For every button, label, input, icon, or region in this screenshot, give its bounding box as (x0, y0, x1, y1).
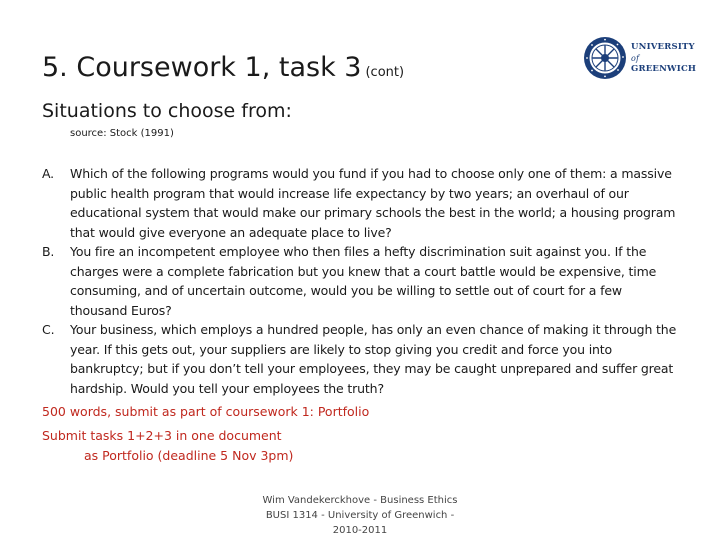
submit-note: Submit tasks 1+2+3 in one document (42, 428, 282, 443)
footer-author: Wim Vandekerckhove - Business Ethics (262, 495, 458, 506)
logo-wordmark (631, 42, 703, 75)
slide-title-suffix: (cont) (365, 65, 405, 80)
deadline-note: as Portfolio (deadline 5 Nov 3pm) (84, 448, 294, 463)
situation-marker: C. (42, 322, 55, 337)
university-logo (582, 35, 702, 87)
source-citation: source: Stock (1991) (70, 128, 174, 139)
situation-item (42, 242, 682, 320)
situation-text: You fire an incompetent employee who then files a hefty discrimination suit against you. If the charges were a complete fabrication but you knew that a court battle would be expensive, time consuming, and of uncertain outcome, would you be willing to settle out of court for a few thousand Euros? (70, 244, 657, 318)
slide-title (42, 52, 404, 83)
situation-text: Your business, which employs a hundred people, has only an even chance of making it through the year. If this gets out, your suppliers are likely to stop giving you credit and force you into bankruptcy; but if you don’t tell your employees, they may be caught unprepared and suffer great hardship. Would you tell your employees the truth? (70, 322, 677, 396)
slide-title-text: 5. Coursework 1, task 3 (42, 52, 362, 83)
situation-list (42, 164, 682, 398)
logo-line-greenwich: GREENWICH (631, 64, 697, 74)
footer-course: BUSI 1314 - University of Greenwich - (265, 510, 455, 521)
situation-item (42, 164, 682, 242)
footer-year: 2010-2011 (332, 525, 388, 536)
word-count-note: 500 words, submit as part of coursework 1: Portfolio (42, 404, 370, 419)
situation-marker: B. (42, 244, 55, 259)
situation-marker: A. (42, 166, 55, 181)
logo-line-university: UNIVERSITY (631, 42, 695, 52)
situation-text: Which of the following programs would you fund if you had to choose only one of them: a massive public health program that would increase life expectancy by two years; an overhaul of our educational system that would make our primary schools the best in the world; a housing program that would give everyone an adequate place to live? (70, 166, 676, 240)
university-seal-icon (582, 35, 628, 81)
logo-line-of: of (631, 54, 640, 63)
situation-item (42, 320, 682, 398)
slide-footer (230, 493, 490, 538)
slide-subtitle: Situations to choose from: (42, 100, 292, 122)
